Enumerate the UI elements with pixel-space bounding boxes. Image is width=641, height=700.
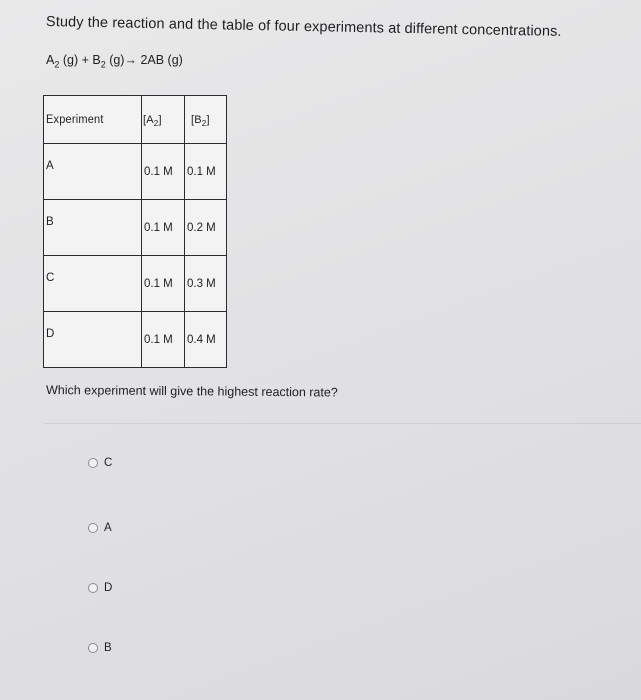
radio-button[interactable] xyxy=(88,458,98,468)
b2-value-cell: 0.1 M xyxy=(185,144,227,200)
header-experiment: Experiment xyxy=(44,96,142,144)
a2-value-cell: 0.1 M xyxy=(142,256,185,312)
answer-option-d[interactable] xyxy=(88,582,112,594)
answer-option-a[interactable] xyxy=(88,522,112,534)
b2-value-cell: 0.2 M xyxy=(185,200,227,256)
experiment-cell: C xyxy=(44,256,142,312)
experiment-cell: D xyxy=(44,312,142,368)
radio-button[interactable] xyxy=(88,523,98,533)
table-row xyxy=(44,256,227,312)
table-header-row xyxy=(44,96,227,144)
question-intro: Study the reaction and the table of four experiments at different concentrations. xyxy=(45,14,562,40)
reactant2-subscript: 2 xyxy=(100,59,106,70)
reactant1: A xyxy=(46,53,55,67)
option-label: C xyxy=(104,457,113,469)
table-row xyxy=(44,312,227,368)
reactant2: B xyxy=(92,53,101,67)
reactant1-subscript: 2 xyxy=(54,59,60,70)
answer-option-c[interactable] xyxy=(88,457,112,469)
a2-value-cell: 0.1 M xyxy=(142,144,185,200)
option-label: D xyxy=(104,582,113,594)
reactant1-state: (g) + xyxy=(59,53,93,67)
experiments-table xyxy=(43,95,227,368)
reaction-equation xyxy=(46,53,183,70)
experiment-cell: A xyxy=(44,144,142,200)
header-b2-concentration: $[B_2]$ xyxy=(185,96,227,144)
option-label: B xyxy=(104,642,112,654)
table-row xyxy=(44,200,227,256)
a2-value-cell: 0.1 M xyxy=(142,312,185,368)
answer-option-b[interactable] xyxy=(88,642,112,654)
table-row xyxy=(44,144,227,200)
b2-value-cell: 0.4 M xyxy=(185,312,227,368)
question-prompt: Which experiment will give the highest reaction rate? xyxy=(45,383,338,400)
reactant2-state-and-product: (g)→ 2AB (g) xyxy=(105,53,183,67)
a2-value-cell: 0.1 M xyxy=(142,200,185,256)
divider xyxy=(44,423,641,424)
b2-value-cell: 0.3 M xyxy=(185,256,227,312)
header-a2-concentration: $[A_2]$ xyxy=(142,96,185,144)
option-label: A xyxy=(104,522,112,534)
experiment-cell: B xyxy=(44,200,142,256)
radio-button[interactable] xyxy=(88,583,98,593)
radio-button[interactable] xyxy=(88,643,98,653)
